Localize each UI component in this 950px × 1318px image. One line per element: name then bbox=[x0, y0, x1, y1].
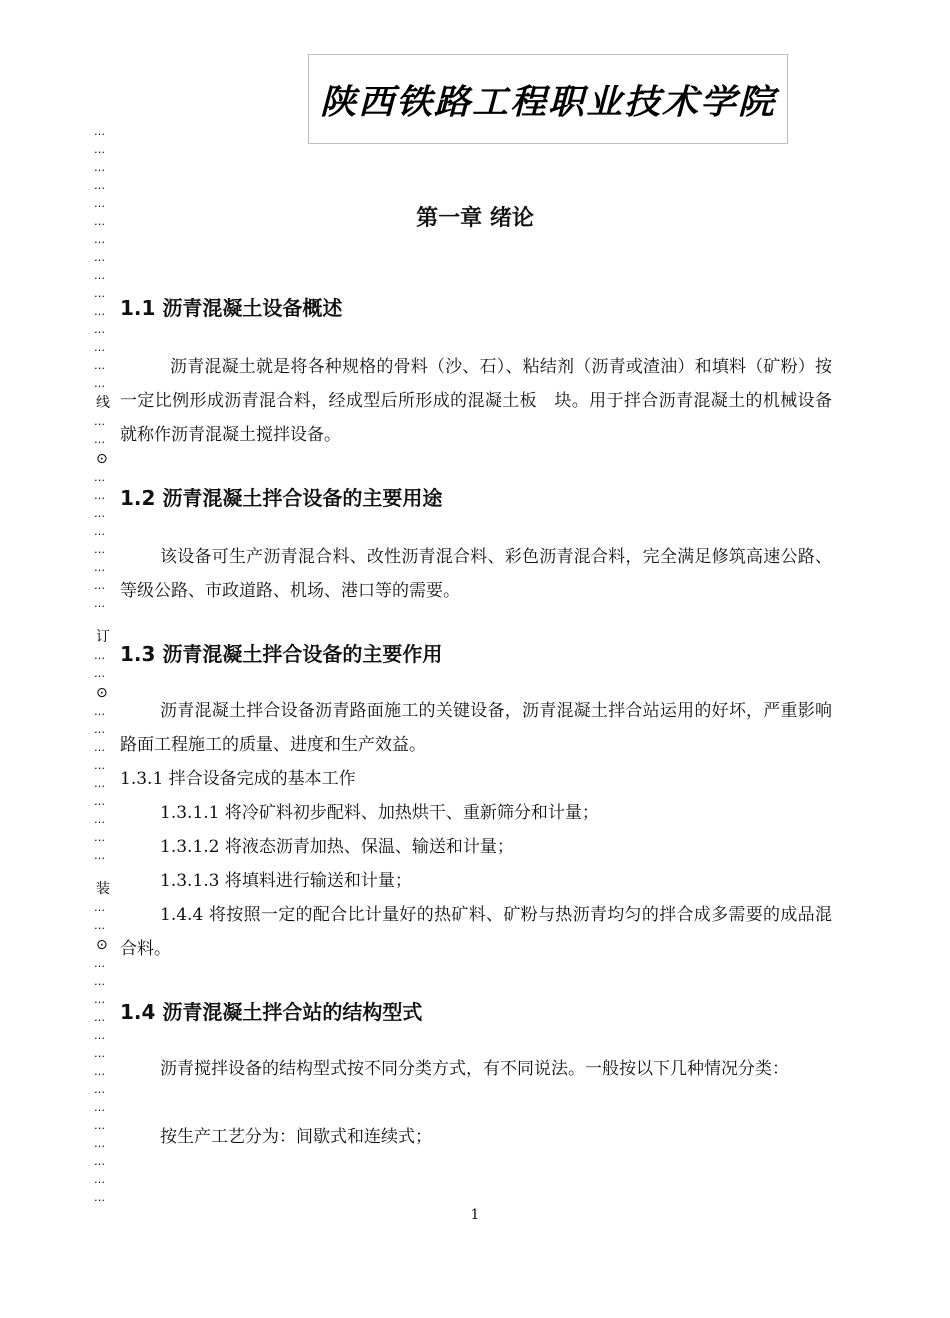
margin-dots: … bbox=[94, 377, 104, 390]
margin-dots: … bbox=[94, 305, 104, 318]
margin-dots: … bbox=[94, 649, 104, 662]
margin-dots: … bbox=[94, 251, 104, 264]
section-paragraph-1-3: 沥青混凝土拌合设备沥青路面施工的关键设备，沥青混凝土拌合站运用的好坏，严重影响路面工程施工的质量、进度和生产效益。 bbox=[120, 701, 832, 755]
margin-dots: … bbox=[94, 233, 104, 246]
margin-dots: … bbox=[94, 1047, 104, 1060]
margin-dots: … bbox=[94, 667, 104, 680]
margin-dots: … bbox=[94, 415, 104, 428]
margin-dots: … bbox=[94, 813, 104, 826]
margin-mark-assemble: 装 bbox=[96, 881, 110, 897]
logo-calligraphy: 陕西铁路工程职业技术学院 bbox=[319, 81, 776, 122]
margin-dots: … bbox=[94, 561, 104, 574]
margin-dots: … bbox=[94, 919, 104, 932]
section-paragraph-1-1: 沥青混凝土就是将各种规格的骨料（沙、石）、粘结剂（沥青或渣油）和填料（矿粉）按一定比例形成沥青混合料，经成型后所形成的混凝土板 块。用于拌合沥青混凝土的机械设备就称作沥青混凝土搅拌设备。 bbox=[120, 357, 832, 445]
margin-dots: … bbox=[94, 507, 104, 520]
margin-dots: … bbox=[94, 993, 104, 1006]
margin-dots: … bbox=[94, 705, 104, 718]
margin-mark-circle: ⊙ bbox=[96, 451, 108, 467]
classification-line: 按生产工艺分为：间歇式和连续式； bbox=[160, 1127, 432, 1147]
margin-dots: … bbox=[94, 433, 104, 446]
margin-dots: … bbox=[94, 831, 104, 844]
margin-dots: … bbox=[94, 597, 104, 610]
margin-dots: … bbox=[94, 1029, 104, 1042]
subsection-heading-1-3-1: 1.3.1 拌合设备完成的基本工作 bbox=[120, 769, 356, 789]
section-paragraph-1-2: 该设备可生产沥青混合料、改性沥青混合料、彩色沥青混合料，完全满足修筑高速公路、等级公路、市政道路、机场、港口等的需要。 bbox=[120, 547, 832, 601]
margin-dots: … bbox=[94, 341, 104, 354]
margin-dots: … bbox=[94, 489, 104, 502]
margin-dots: … bbox=[94, 1173, 104, 1186]
margin-mark-line: 线 bbox=[96, 395, 110, 411]
section-heading-1-3: 1.3 沥青混凝土拌合设备的主要作用 bbox=[120, 642, 443, 666]
margin-dots: … bbox=[94, 1101, 104, 1114]
margin-dots: … bbox=[94, 161, 104, 174]
margin-dots: … bbox=[94, 759, 104, 772]
margin-dots: … bbox=[94, 1191, 104, 1204]
margin-dots: … bbox=[94, 179, 104, 192]
margin-dots: … bbox=[94, 723, 104, 736]
margin-dots: … bbox=[94, 1119, 104, 1132]
margin-dots: … bbox=[94, 359, 104, 372]
margin-dots: … bbox=[94, 215, 104, 228]
margin-dots: … bbox=[94, 543, 104, 556]
margin-dots: … bbox=[94, 143, 104, 156]
section-heading-1-4: 1.4 沥青混凝土拌合站的结构型式 bbox=[120, 1000, 423, 1024]
margin-mark-circle: ⊙ bbox=[96, 685, 108, 701]
margin-dots: … bbox=[94, 323, 104, 336]
institution-logo bbox=[308, 54, 788, 144]
margin-dots: … bbox=[94, 287, 104, 300]
margin-dots: … bbox=[94, 1137, 104, 1150]
margin-mark-circle: ⊙ bbox=[96, 937, 108, 953]
margin-dots: … bbox=[94, 1083, 104, 1096]
list-item: 1.3.1.3 将填料进行输送和计量； bbox=[160, 871, 412, 891]
margin-dots: … bbox=[94, 1065, 104, 1078]
page-number: 1 bbox=[470, 1207, 480, 1223]
chapter-title: 第一章 绪论 bbox=[416, 206, 534, 231]
margin-dots: … bbox=[94, 269, 104, 282]
section-paragraph-1-4: 沥青搅拌设备的结构型式按不同分类方式，有不同说法。一般按以下几种情况分类： bbox=[160, 1059, 789, 1079]
list-item-last: 1.4.4 将按照一定的配合比计量好的热矿料、矿粉与热沥青均匀的拌合成多需要的成品混合料。 bbox=[120, 905, 832, 959]
margin-dots: … bbox=[94, 777, 104, 790]
margin-dots: … bbox=[94, 741, 104, 754]
margin-dots: … bbox=[94, 1155, 104, 1168]
margin-dots: … bbox=[94, 1011, 104, 1024]
margin-dots: … bbox=[94, 579, 104, 592]
section-heading-1-1: 1.1 沥青混凝土设备概述 bbox=[120, 296, 343, 320]
list-item: 1.3.1.2 将液态沥青加热、保温、输送和计量； bbox=[160, 837, 514, 857]
margin-dots: … bbox=[94, 525, 104, 538]
section-heading-1-2: 1.2 沥青混凝土拌合设备的主要用途 bbox=[120, 486, 443, 510]
margin-mark-bind: 订 bbox=[96, 629, 110, 645]
margin-dots: … bbox=[94, 795, 104, 808]
margin-dots: … bbox=[94, 975, 104, 988]
margin-dots: … bbox=[94, 125, 104, 138]
margin-dots: … bbox=[94, 901, 104, 914]
margin-dots: … bbox=[94, 957, 104, 970]
margin-dots: … bbox=[94, 471, 104, 484]
margin-dots: … bbox=[94, 197, 104, 210]
margin-dots: … bbox=[94, 849, 104, 862]
list-item: 1.3.1.1 将冷矿料初步配料、加热烘干、重新筛分和计量； bbox=[160, 803, 599, 823]
